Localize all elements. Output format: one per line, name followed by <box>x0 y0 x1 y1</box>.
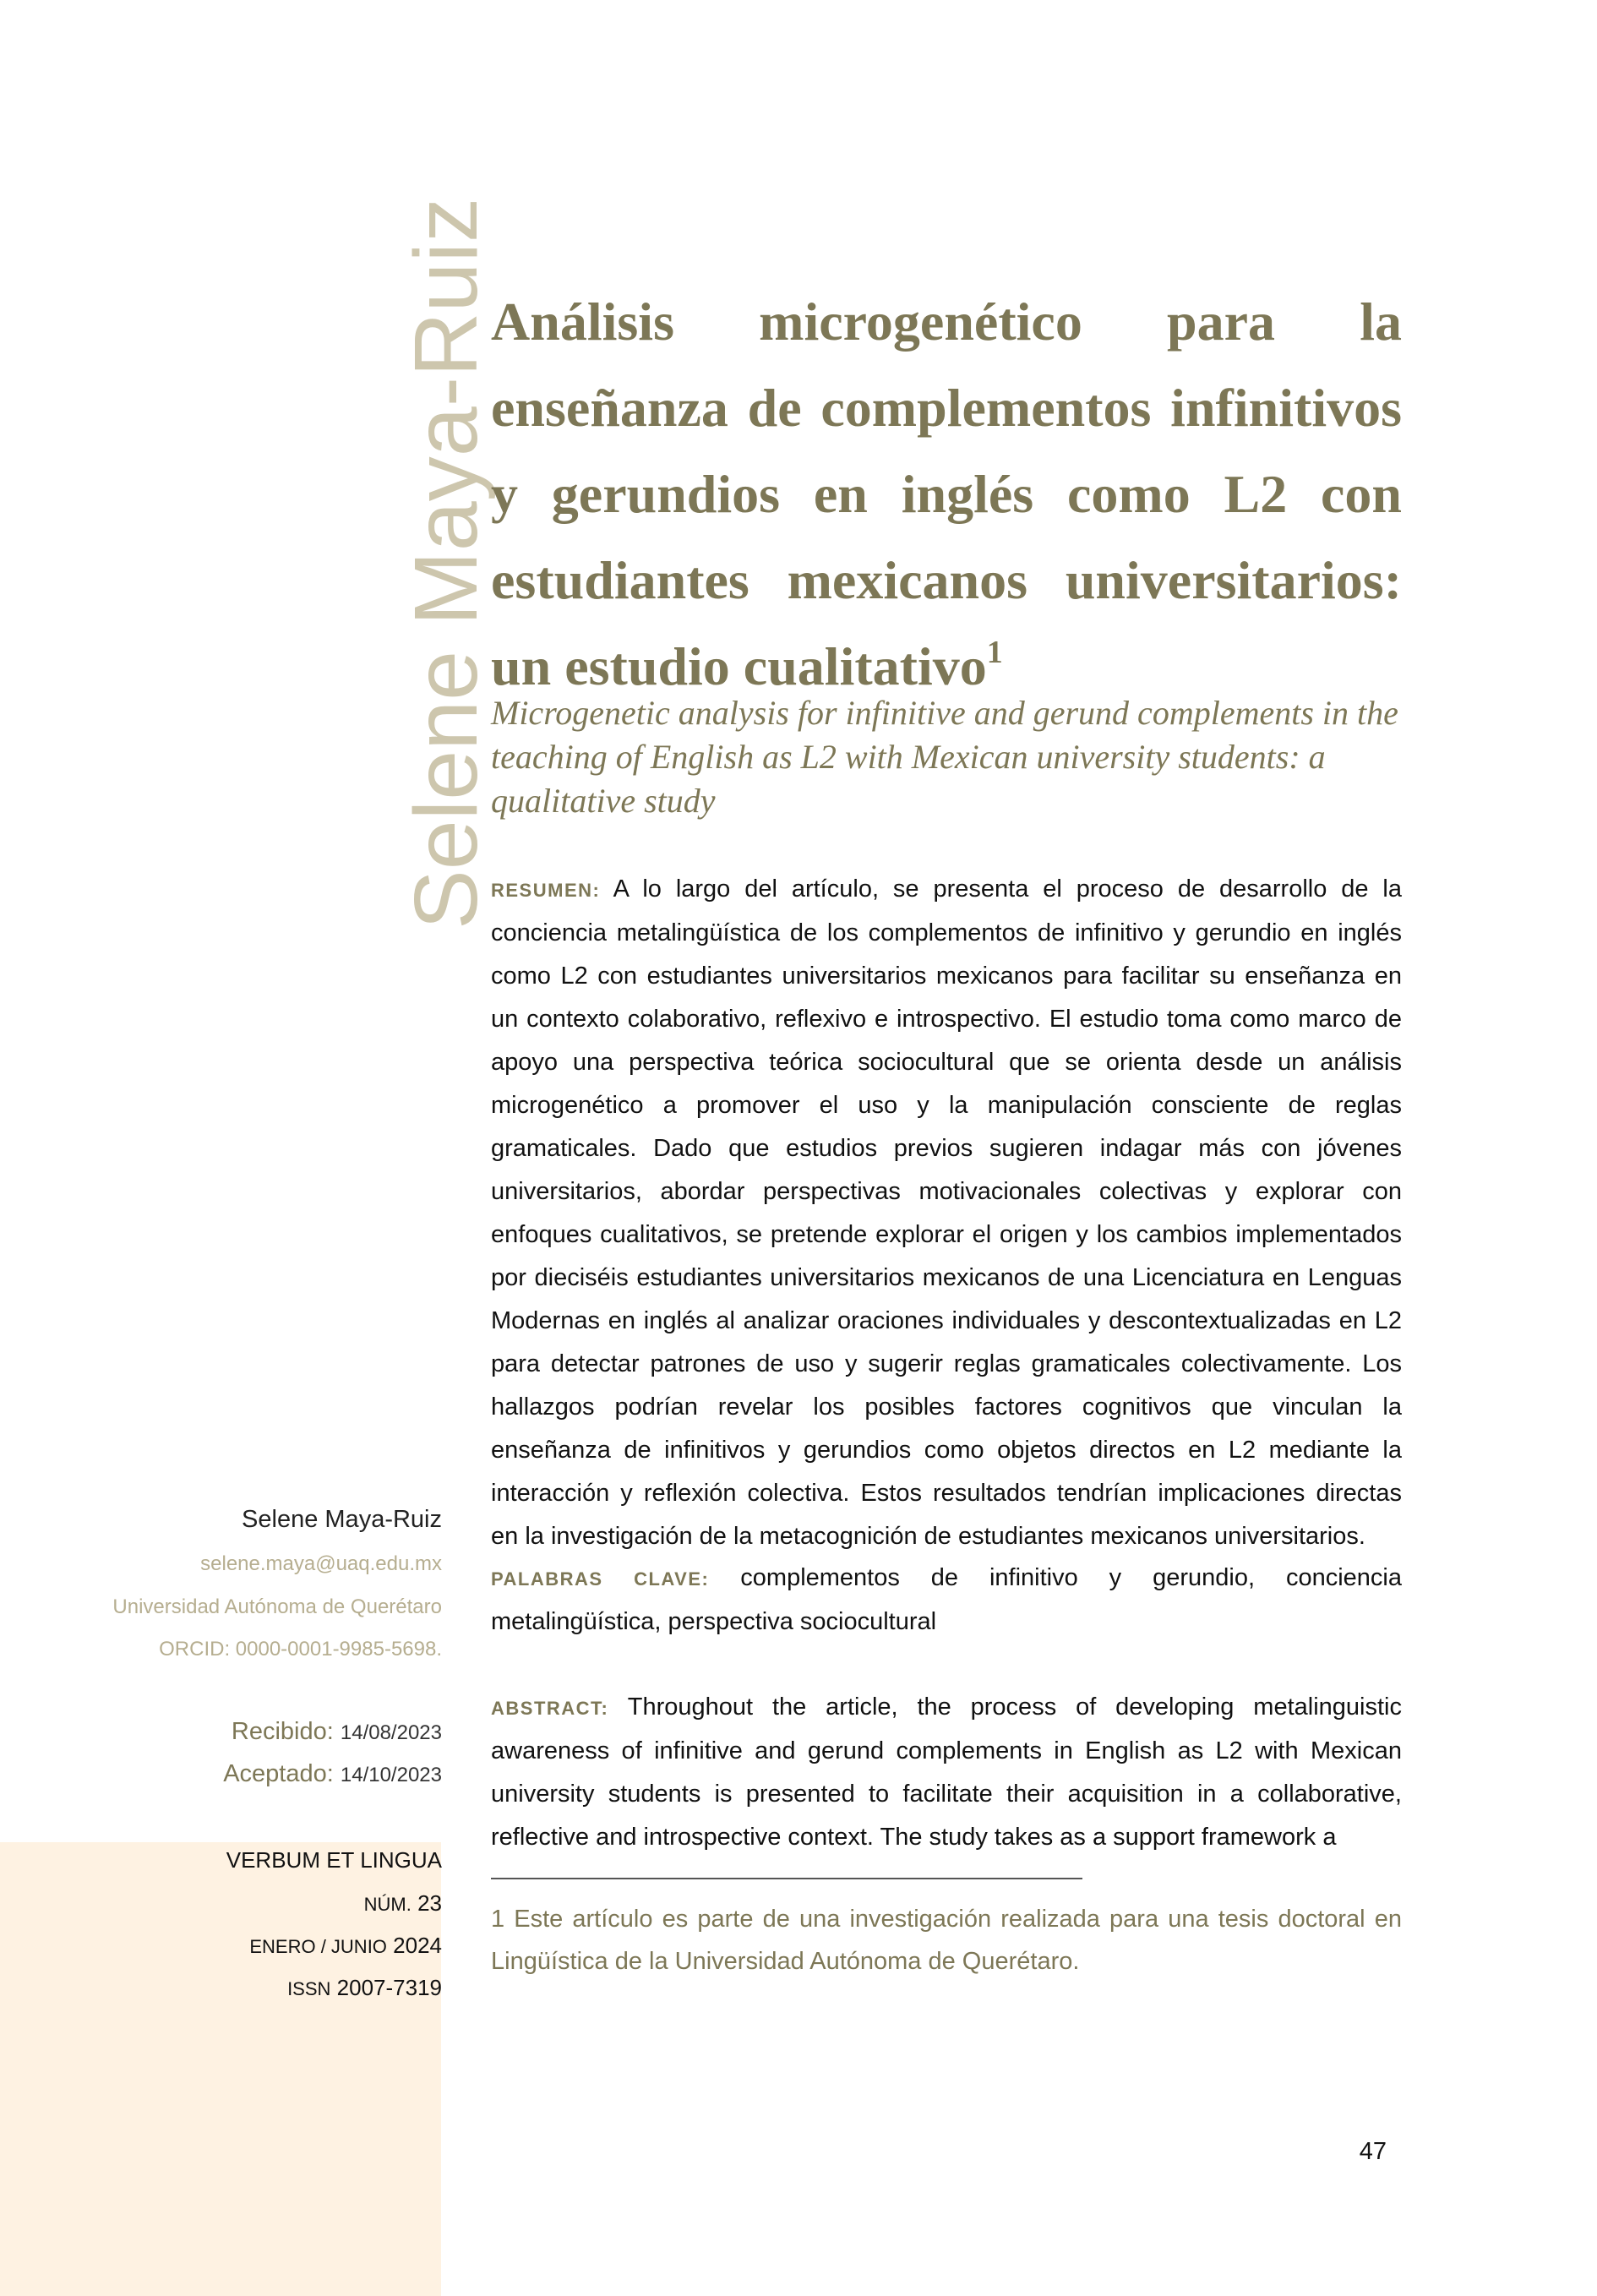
resumen-text: A lo largo del artículo, se presenta el proceso de desarrollo de la conciencia metalingüística de los complementos de infinitivo y gerundio en inglés como L2 con estudiantes universitarios mexicanos para facilitar su enseñanza en un contexto colaborativo, reflexivo e introspectivo. El estudio toma como marco de apoyo una perspectiva teórica sociocultural que se orienta desde un análisis microgenético a promover el uso y la manipulación consciente de reglas gramaticales. Dado que estudios previos sugieren indagar más con jóvenes universitarios, abordar perspectivas motivacionales colectivas y explorar con enfoques cualitativos, se pretende explorar el origen y los cambios implementados por dieciséis estudiantes universitarios mexicanos de una Licenciatura en Lenguas Modernas en inglés al analizar oraciones individuales y descontextualizadas en L2 para detectar patrones de uso y sugerir reglas gramaticales colectivamente. Los hallazgos podrían revelar los posibles factores cognitivos que vinculan la enseñanza de infinitivos y gerundios como objetos directos en L2 mediante la interacción y reflexión colectiva. Estos resultados tendrían implicaciones directas en la investigación de la metacognición de estudiantes mexicanos universitarios. <box>491 875 1402 1550</box>
journal-name: VERBUM ET LINGUA <box>226 1847 442 1873</box>
issue-value: 23 <box>417 1890 442 1916</box>
english-title: Microgenetic analysis for infinitive and gerund complements in the teaching of English as L2 with Mexican university students: a qualitative study <box>491 694 1398 820</box>
article-title-text: Análisis microgenético para la enseñanza de complementos infinitivos y gerundios en inglés como L2 con estudiantes mexicanos universitarios: un estudio cualitativo <box>491 292 1402 696</box>
keywords-label: PALABRAS CLAVE: <box>491 1568 710 1590</box>
accepted-label: Aceptado: <box>223 1760 334 1787</box>
period-label: ENERO / JUNIO <box>249 1936 387 1957</box>
footnote-divider <box>491 1878 1082 1879</box>
footnote: 1 Este artículo es parte de una investigación realizada para una tesis doctoral en Lingüística de la Universidad Autónoma de Querétaro. <box>491 1906 1402 1975</box>
vertical-author-name: Selene Maya-Ruiz <box>396 197 496 930</box>
author-orcid: ORCID: 0000-0001-9985-5698. <box>159 1638 442 1661</box>
page-number: 47 <box>1359 2138 1387 2165</box>
title-footnote-mark: 1 <box>986 635 1003 670</box>
issue-label: NÚM. <box>363 1894 412 1915</box>
accepted-value: 14/10/2023 <box>340 1764 442 1786</box>
article-title <box>491 279 1402 710</box>
journal-issue <box>364 1890 442 1917</box>
author-university: Universidad Autónoma de Querétaro <box>112 1595 442 1618</box>
keywords-text: complementos de infinitivo y gerundio, conciencia metalingüística, perspectiva sociocultural <box>491 1564 1402 1635</box>
issn-value: 2007-7319 <box>336 1975 442 2000</box>
journal-period <box>249 1933 442 1959</box>
journal-issn <box>287 1975 442 2001</box>
abstract-text: Throughout the article, the process of developing metalinguistic awareness of infinitive and gerund complements in English as L2 with Mexican university students is presented to facilitate their acquisition in a collaborative, reflective and introspective context. The study takes as a support framework a <box>491 1693 1402 1851</box>
received-date <box>232 1718 442 1746</box>
abstract-paragraph <box>491 1686 1402 1858</box>
resumen-paragraph <box>491 868 1402 1558</box>
received-value: 14/08/2023 <box>340 1721 442 1744</box>
period-year: 2024 <box>393 1933 442 1958</box>
resumen-label: RESUMEN: <box>491 880 601 901</box>
issn-label: ISSN <box>287 1978 331 1999</box>
keywords-paragraph <box>491 1557 1402 1644</box>
author-name: Selene Maya-Ruiz <box>242 1506 442 1533</box>
accepted-date <box>223 1760 442 1788</box>
abstract-label: ABSTRACT: <box>491 1698 609 1719</box>
received-label: Recibido: <box>231 1718 334 1745</box>
author-email[interactable]: selene.maya@uaq.edu.mx <box>200 1552 442 1575</box>
